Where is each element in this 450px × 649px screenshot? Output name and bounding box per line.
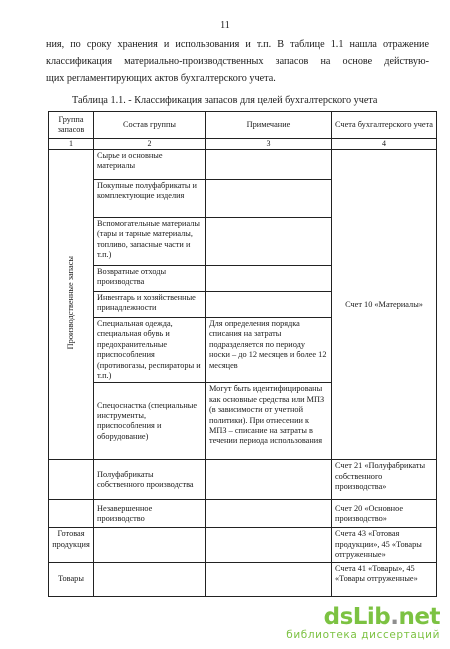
group-cell <box>49 460 94 500</box>
note-cell <box>206 180 332 218</box>
composition-cell: Возвратные отходы производства <box>94 266 206 292</box>
account-cell: Счет 20 «Основное производство» <box>332 500 437 528</box>
composition-cell: Покупные полуфабрикаты и комплектующие изделия <box>94 180 206 218</box>
column-numbers-row <box>49 139 437 150</box>
body-paragraph <box>46 36 429 87</box>
paragraph-line: щих регламентирующих актов бухгалтерского учета. <box>46 73 276 84</box>
table-row <box>49 500 437 528</box>
account-cell: Счета 41 «Товары», 45 «Товары отгруженные» <box>332 562 437 596</box>
dslib-watermark <box>286 605 440 641</box>
composition-cell: Вспомогательные материалы (тары и тарные материалы, топливо, запасные части и т.п.) <box>94 218 206 266</box>
logo-dot: . <box>390 604 399 630</box>
table-row <box>49 150 437 180</box>
account-cell: Счет 21 «Полуфабрикаты собственного производства» <box>332 460 437 500</box>
column-number: 4 <box>332 139 437 150</box>
header-group: Группа запасов <box>49 112 94 139</box>
composition-cell: Инвентарь и хозяйственные принадлежности <box>94 292 206 318</box>
column-number: 1 <box>49 139 94 150</box>
composition-cell: Незавершенное производство <box>94 500 206 528</box>
table-caption: Таблица 1.1. - Классификация запасов для целей бухгалтерского учета <box>72 95 378 106</box>
note-cell: Могут быть идентифицированы как основные средства или МПЗ (в зависимости от учетной политики). При отнесении к МПЗ – списание на затраты в течении периода использования <box>206 383 332 460</box>
logo-tld-text: net <box>398 604 440 630</box>
composition-cell: Полуфабрикаты собственного производства <box>94 460 206 500</box>
account-cell: Счета 43 «Готовая продукции», 45 «Товары отгруженные» <box>332 528 437 562</box>
group-cell: Готовая продукция <box>49 528 94 562</box>
classification-table <box>48 111 437 597</box>
dslib-logo <box>286 605 440 629</box>
column-number: 2 <box>94 139 206 150</box>
paragraph-line: классификация материально-производственных запасов на основе действую- <box>46 56 429 67</box>
header-accounts: Счета бухгалтерского учета <box>332 112 437 139</box>
composition-cell: Спецоснастка (специальные инструменты, приспособления и оборудование) <box>94 383 206 460</box>
note-cell: Для определения порядка списания на затраты подразделяется по периоду носки – до 12 месяцев и более 12 месяцев <box>206 318 332 383</box>
composition-cell: Сырье и основные материалы <box>94 150 206 180</box>
group-cell <box>49 500 94 528</box>
note-cell <box>206 218 332 266</box>
group-production-cell <box>49 150 94 460</box>
group-cell: Товары <box>49 562 94 596</box>
note-cell <box>206 150 332 180</box>
page-number: 11 <box>220 20 230 31</box>
column-number: 3 <box>206 139 332 150</box>
note-cell <box>206 562 332 596</box>
composition-cell <box>94 528 206 562</box>
table-row <box>49 528 437 562</box>
watermark-subtitle: библиотека диссертаций <box>286 629 440 641</box>
note-cell <box>206 460 332 500</box>
table-row <box>49 460 437 500</box>
header-composition: Состав группы <box>94 112 206 139</box>
header-note: Примечание <box>206 112 332 139</box>
group-production-label: Производственные запасы <box>65 256 75 350</box>
note-cell <box>206 500 332 528</box>
account-materials-cell: Счет 10 «Материалы» <box>332 150 437 460</box>
note-cell <box>206 292 332 318</box>
table-header-row <box>49 112 437 139</box>
note-cell <box>206 266 332 292</box>
composition-cell <box>94 562 206 596</box>
table-row <box>49 562 437 596</box>
composition-cell: Специальная одежда, специальная обувь и предохранительные приспособления (противогазы, респираторы и т.п.) <box>94 318 206 383</box>
paragraph-line: ния, по сроку хранения и использования и т.п. В таблице 1.1 нашла отражение <box>46 39 429 50</box>
note-cell <box>206 528 332 562</box>
logo-main-text: dsLib <box>323 604 391 630</box>
